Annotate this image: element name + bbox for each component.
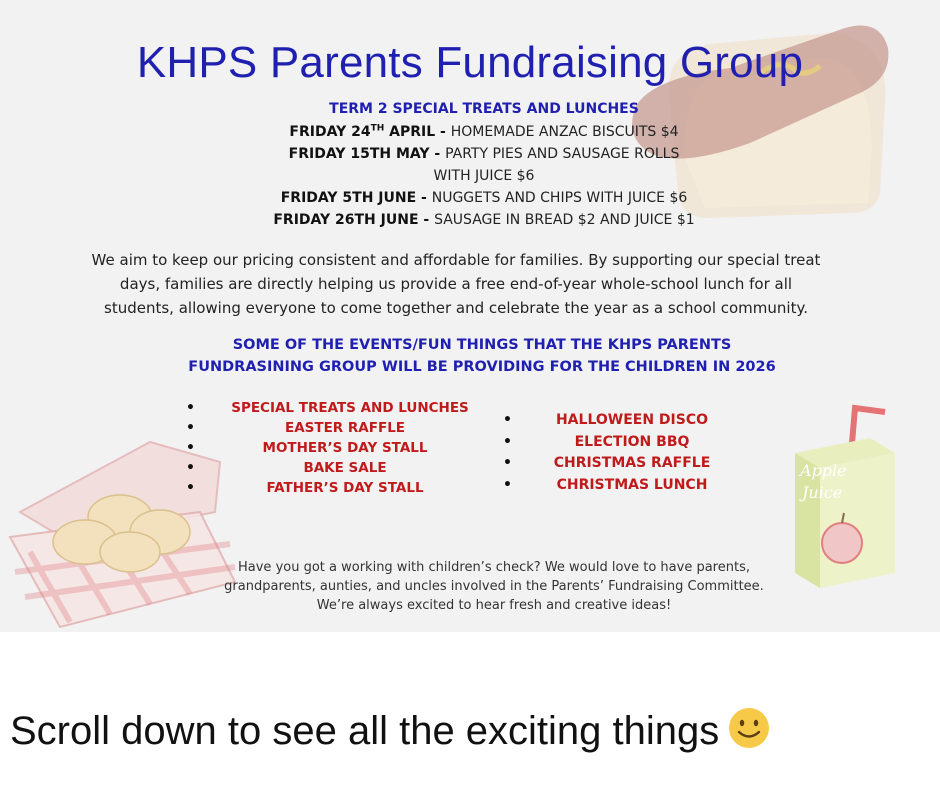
term-item: FRIDAY 26TH JUNE - SAUSAGE IN BREAD $2 AND JUICE $1 xyxy=(273,212,695,228)
slightly-smiling-face-icon xyxy=(727,706,771,750)
events-heading-line: SOME OF THE EVENTS/FUN THINGS THAT THE KHPS PARENTS xyxy=(232,337,732,353)
paragraph-line: We aim to keep our pricing consistent and affordable for families. By supporting our special treat xyxy=(91,251,821,269)
list-item: • FATHER’S DAY STALL xyxy=(186,480,424,496)
term-item: FRIDAY 24TH APRIL - HOMEMADE ANZAC BISCUITS $4 xyxy=(289,123,679,140)
list-item: • MOTHER’S DAY STALL xyxy=(186,440,428,456)
term-item: FRIDAY 15TH MAY - PARTY PIES AND SAUSAGE ROLLS xyxy=(288,146,680,162)
volunteer-invitation xyxy=(0,558,940,615)
flyer-title: KHPS Parents Fundraising Group xyxy=(136,38,804,87)
term-heading: TERM 2 SPECIAL TREATS AND LUNCHES xyxy=(329,101,639,117)
term-schedule xyxy=(0,121,940,231)
scroll-caption-text: Scroll down to see all the exciting things xyxy=(10,709,720,753)
events-list-left xyxy=(186,398,486,498)
events-heading xyxy=(0,334,940,378)
events-list-right xyxy=(503,410,743,496)
juice-label-apple: Apple xyxy=(800,461,847,480)
list-item: • CHRISTMAS LUNCH xyxy=(503,476,708,493)
list-item: • ELECTION BBQ xyxy=(503,433,690,450)
juice-label-juice: Juice xyxy=(802,483,843,502)
paragraph-line: days, families are directly helping us provide a free end-of-year whole-school lunch for all xyxy=(119,275,793,293)
footer-line: grandparents, aunties, and uncles involved in the Parents’ Fundraising Committee. xyxy=(224,579,764,594)
list-item: • EASTER RAFFLE xyxy=(186,420,406,436)
list-item: • BAKE SALE xyxy=(186,460,387,476)
term-item: FRIDAY 5TH JUNE - NUGGETS AND CHIPS WITH JUICE $6 xyxy=(280,190,688,206)
pricing-paragraph xyxy=(0,248,912,320)
list-item: • SPECIAL TREATS AND LUNCHES xyxy=(186,400,469,416)
footer-line: We’re always excited to hear fresh and creative ideas! xyxy=(316,598,672,613)
list-item: • CHRISTMAS RAFFLE xyxy=(503,455,711,471)
paragraph-line: students, allowing everyone to come together and celebrate the year as a school community. xyxy=(104,299,808,317)
term-item: WITH JUICE $6 xyxy=(433,168,535,184)
scroll-caption xyxy=(10,706,771,754)
footer-line: Have you got a working with children’s check? We would love to have parents, xyxy=(238,560,750,575)
list-item: • HALLOWEEN DISCO xyxy=(503,412,709,428)
events-heading-line: FUNDRASINING GROUP WILL BE PROVIDING FOR THE CHILDREN IN 2026 xyxy=(188,359,776,375)
